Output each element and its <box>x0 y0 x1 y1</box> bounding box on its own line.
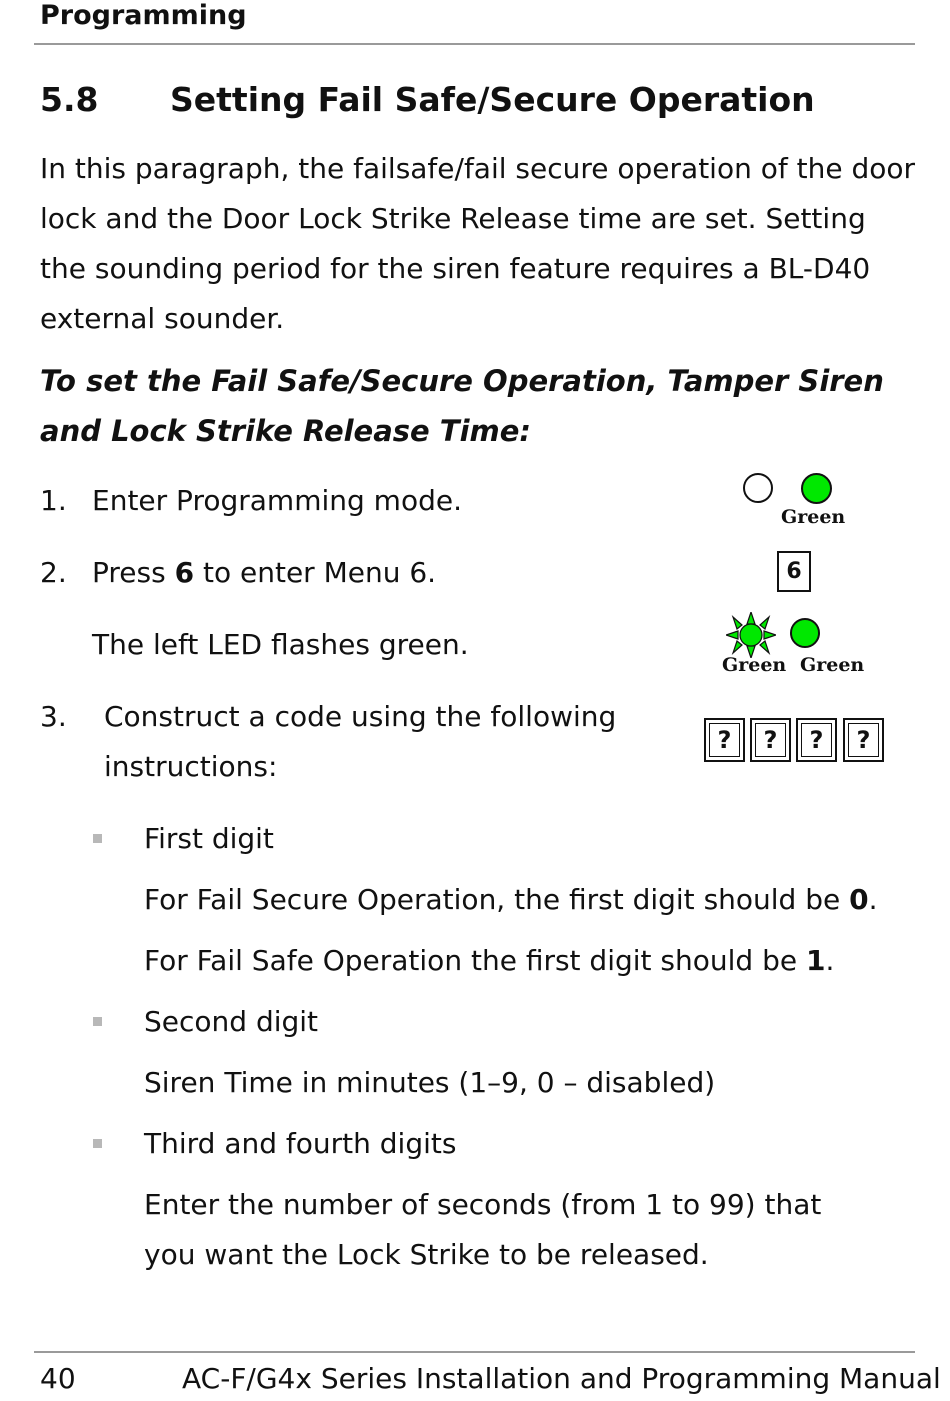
header-rule <box>34 43 915 45</box>
bullet-3-title: Third and fourth digits <box>144 1127 457 1160</box>
footer-rule <box>34 1351 915 1353</box>
bullet-2-title: Second digit <box>144 1005 319 1038</box>
step-2-key-value: 6 <box>174 556 195 589</box>
code-key-2-icon: ? <box>750 718 791 762</box>
step-2-note: The left LED flashes green. <box>92 628 469 661</box>
step-1-number: 1. <box>40 484 67 517</box>
led-left-off-icon <box>743 473 773 503</box>
led-flashing-green-icon <box>726 612 776 658</box>
section-title: Setting Fail Safe/Secure Operation <box>170 80 815 119</box>
key-6-icon: 6 <box>777 551 811 592</box>
intro-paragraph: In this paragraph, the failsafe/fail secure operation of the door lock and the Door Lock Strike Release time are set. Setting the sounding period for the siren feature requires a BL-D40 external sounder. <box>40 152 916 335</box>
step-3-number: 3. <box>40 700 67 733</box>
bullet-1-title: First digit <box>144 822 274 855</box>
bullet-1-line-2: For Fail Safe Operation the first digit should be 1. <box>144 944 835 977</box>
led-right-label: Green <box>781 506 846 528</box>
step-2-number: 2. <box>40 556 67 589</box>
bullet-1-line-1: For Fail Secure Operation, the first digit should be 0. <box>144 883 878 916</box>
led-right-green-icon <box>790 618 820 648</box>
procedure-title: To set the Fail Safe/Secure Operation, Tamper Siren and Lock Strike Release Time: <box>40 364 884 448</box>
led-right-green-icon <box>801 473 832 504</box>
bullet-icon <box>93 1139 102 1148</box>
code-key-3-icon: ? <box>796 718 837 762</box>
footer-title: AC-F/G4x Series Installation and Programming Manual <box>182 1362 941 1395</box>
step-2-text: Press 6 to enter Menu 6. <box>92 556 437 589</box>
led-left-label: Green <box>722 654 787 676</box>
section-number: 5.8 <box>40 80 99 119</box>
bullet-icon <box>93 1017 102 1026</box>
page-number: 40 <box>40 1362 76 1395</box>
bullet-3-line-1: Enter the number of seconds (from 1 to 99) that you want the Lock Strike to be released. <box>144 1188 822 1271</box>
running-header: Programming <box>40 0 247 31</box>
led-right-label: Green <box>800 654 865 676</box>
step-1-text: Enter Programming mode. <box>92 484 462 517</box>
bullet-2-line-1: Siren Time in minutes (1–9, 0 – disabled) <box>144 1066 716 1099</box>
code-key-4-icon: ? <box>843 718 884 762</box>
code-key-1-icon: ? <box>704 718 745 762</box>
step-3-text: Construct a code using the following instructions: <box>104 700 617 783</box>
bullet-icon <box>93 834 102 843</box>
